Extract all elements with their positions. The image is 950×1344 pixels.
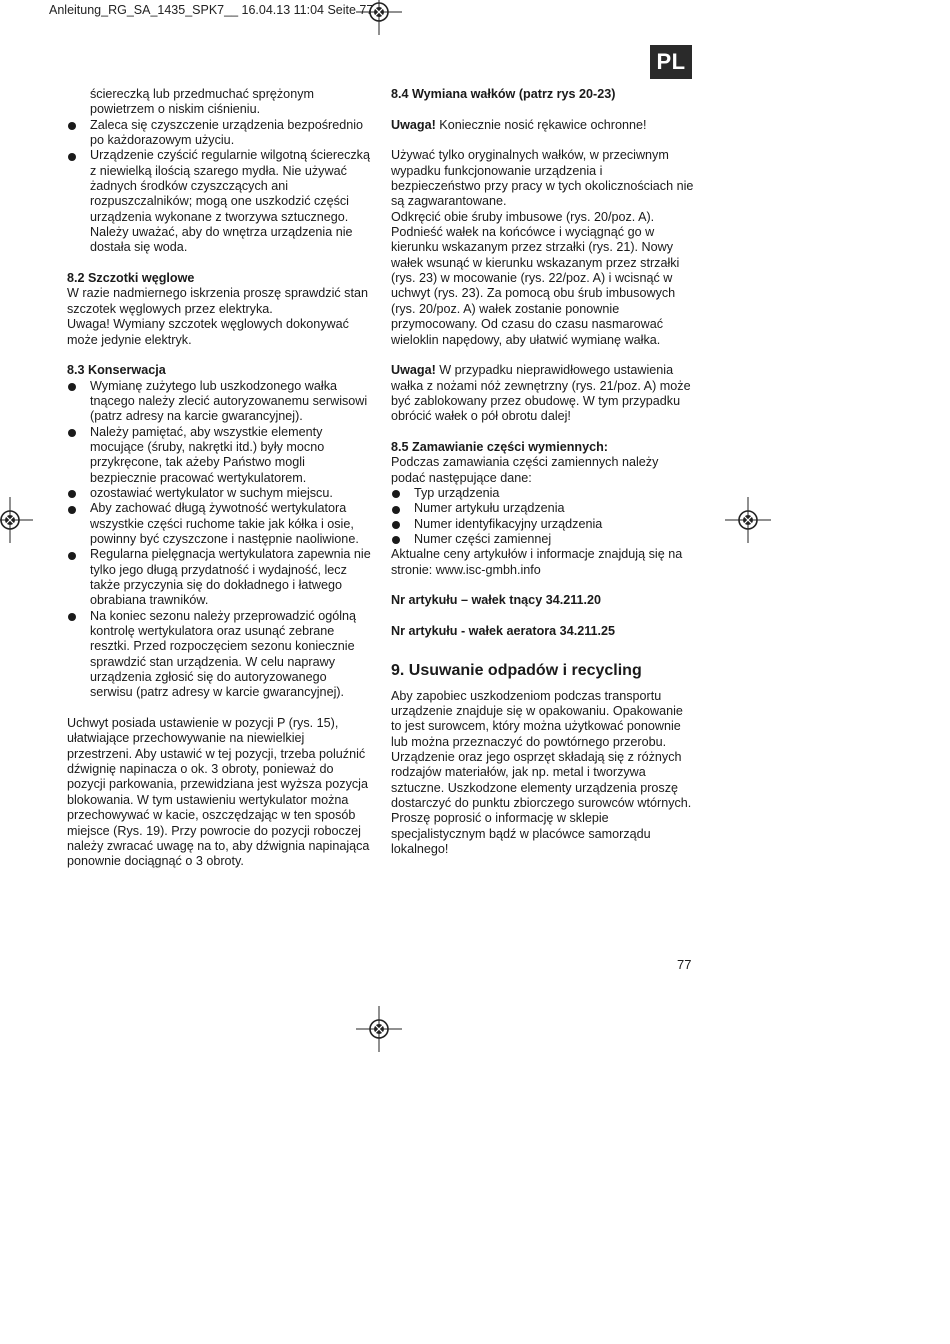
- registration-mark-bottom-icon: [356, 1006, 402, 1052]
- paragraph: W razie nadmiernego iskrzenia proszę sprawdzić stan szczotek węglowych przez elektryka.: [67, 286, 368, 316]
- registration-mark-right-icon: [725, 497, 771, 543]
- language-badge: PL: [650, 45, 692, 79]
- page-number: 77: [677, 957, 692, 972]
- list-item: Aby zachować długą żywotność wertykulatora wszystkie części ruchome takie jak kółka i osie, powinny być czyszczone i następnie naoliwione.: [67, 501, 372, 547]
- list-item: Zaleca się czyszczenie urządzenia bezpośrednio po każdorazowym użyciu.: [67, 118, 372, 149]
- list-item: Numer artykułu urządzenia: [391, 501, 695, 516]
- list-item: Numer części zamiennej: [391, 532, 695, 547]
- right-column: [391, 87, 695, 858]
- registration-mark-top-icon: [356, 0, 402, 35]
- paragraph: Uwaga! Wymiany szczotek węglowych dokonywać może jedynie elektryk.: [67, 317, 349, 347]
- left-column: [67, 87, 372, 870]
- note-paragraph: [391, 363, 695, 424]
- list-item: Regularna pielęgnacja wertykulatora zapewnia nie tylko jego długą przydatność i wydajność, lecz także przyczynia się do dokładnego i łatwego obrabiana trawników.: [67, 547, 372, 608]
- section-heading-8-3: 8.3 Konserwacja: [67, 363, 166, 378]
- article-number-cutting-roller: Nr artykułu – wałek tnący 34.211.20: [391, 593, 602, 608]
- registration-mark-left-icon: [0, 497, 33, 543]
- list-item: Typ urządzenia: [391, 486, 695, 501]
- section-heading-8-4: 8.4 Wymiana wałków (patrz rys 20-23): [391, 87, 616, 101]
- parking-paragraph: Uchwyt posiada ustawienie w pozycji P (rys. 15), ułatwiające przechowywanie na niewielkiej przestrzeni. Aby ustawić w tej pozycji, trzeba poluźnić dźwignię napinacza o ok. 3 obroty, ponieważ do pozycji parkowania, przewidziana jest wyższa pozycja blokowania. W tym ustawieniu wertykulator można przechowywać w kacie, oszczędzając w ten sposób miejsce (Rys. 19). Przy powrocie do pozycji roboczej należy zwracać uwagę na to, aby dźwignia napinająca ponownie dociągnąć o 3 obroty.: [67, 716, 370, 869]
- cleaning-bullet-list: [67, 118, 372, 256]
- print-header: Anleitung_RG_SA_1435_SPK7__ 16.04.13 11:04 Seite 77: [49, 3, 374, 17]
- paragraph: Odkręcić obie śruby imbusowe (rys. 20/poz. A). Podnieść wałek na końcówce i wyciągnąć go w kierunku wskazanym przez strzałki (rys. 21). Nowy wałek wsunąć w kierunku wskazanym przez strzałki (rys. 23) w mocowanie (rys. 22/poz. A) i wcisnąć w uchwyt (rys. 23). Za pomocą obu śrub imbusowych (rys. 20/poz. A) wałek zostanie ponownie przymocowany. Od czasu do czasu nasmarować wieloklin napędowy, aby ułatwić wymianę wałka.: [391, 209, 680, 347]
- note-label: Uwaga!: [391, 363, 436, 378]
- section-heading-8-2: 8.2 Szczotki węglowe: [67, 271, 195, 286]
- list-item: Wymianę zużytego lub uszkodzonego wałka tnącego należy zlecić autoryzowanemu serwisowi (patrz adresy na karcie gwarancyjnej).: [67, 379, 372, 425]
- paragraph: Aktualne ceny artykułów i informacje znajdują się na stronie: www.isc-gmbh.info: [391, 547, 683, 577]
- note-text: W przypadku nieprawidłowego ustawienia wałka z nożami nóż zewnętrzny (rys. 21/poz. A) może być zablokowany przez obudowę. W tym przypadku obrócić wałek o pół obrotu dalej!: [391, 363, 691, 424]
- intro-continuation: ściereczką lub przedmuchać sprężonym powietrzem o niskim ciśnieniu.: [90, 87, 314, 117]
- warning-label: Uwaga!: [391, 117, 436, 132]
- list-item: ozostawiać wertykulator w suchym miejscu.: [67, 486, 372, 501]
- paragraph: Używać tylko oryginalnych wałków, w przeciwnym wypadku funkcjonowanie urządzenia i bezpieczeństwo przy pracy w tych okolicznościach nie są zagwarantowane.: [391, 148, 694, 209]
- disposal-paragraph: Aby zapobiec uszkodzeniom podczas transportu urządzenie znajduje się w opakowaniu. Opakowanie to jest surowcem, który można użytkować ponownie lub można przeznaczyć do powtórnego przerobu. Urządzenie oraz jego osprzęt składają się z różnych rodzajów materiałów, jak np. metal i tworzywa sztuczne. Uszkodzone elementy urządzenia proszę dostarczyć do punktu zbiorczego surowców wtórnych. Proszę poprosić o informację w sklepie specjalistycznym bądź w placówce samorządu lokalnego!: [391, 688, 692, 857]
- paragraph: Podczas zamawiania części zamiennych należy podać następujące dane:: [391, 455, 659, 485]
- list-item: Na koniec sezonu należy przeprowadzić ogólną kontrolę wertykulatora oraz usunąć zebrane resztki. Przed rozpoczęciem sezonu koniecznie sprawdzić stan urządzenia. W celu naprawy urządzenia zgłosić się do autoryzowanego serwisu (patrz adresy w karcie gwarancyjnej).: [67, 609, 372, 701]
- maintenance-bullet-list: [67, 379, 372, 701]
- list-item: Należy pamiętać, aby wszystkie elementy mocujące (śruby, nakrętki itd.) były mocno przykręcone, tak ażeby Państwo mogli bezpiecznie pracować wertykulatorem.: [67, 425, 372, 486]
- list-item: Numer identyfikacyjny urządzenia: [391, 517, 695, 532]
- warning-paragraph: [391, 118, 695, 133]
- article-number-aerator-roller: Nr artykułu - wałek aeratora 34.211.25: [391, 624, 616, 639]
- warning-text: Koniecznie nosić rękawice ochronne!: [435, 117, 647, 132]
- section-heading-9: 9. Usuwanie odpadów i recycling: [391, 661, 642, 679]
- order-data-bullet-list: [391, 486, 695, 547]
- section-heading-8-5: 8.5 Zamawianie części wymiennych:: [391, 439, 608, 454]
- list-item: Urządzenie czyścić regularnie wilgotną ściereczką z niewielką ilością szarego mydła. Nie używać żadnych środków czyszczących ani rozpuszczalników; mogą one uszkodzić części urządzenia wykonane z tworzywa sztucznego. Należy uważać, aby do wnętrza urządzenia nie dostała się woda.: [67, 148, 372, 255]
